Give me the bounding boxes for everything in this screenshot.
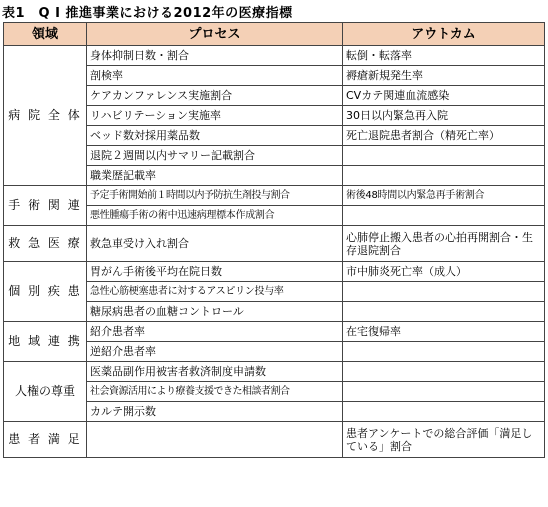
header-area: 領域 <box>4 23 87 46</box>
process-cell: 胃がん手術後平均在院日数 <box>87 262 343 282</box>
process-cell: ケアカンファレンス実施割合 <box>87 86 343 106</box>
outcome-cell <box>343 282 545 302</box>
area-regional-cooperation: 地 域 連 携 <box>4 322 87 362</box>
outcome-cell <box>343 206 545 226</box>
header-row <box>4 23 545 46</box>
table-row <box>4 322 545 342</box>
process-cell: 紹介患者率 <box>87 322 343 342</box>
outcome-cell: 30日以内緊急再入院 <box>343 106 545 126</box>
outcome-cell <box>343 302 545 322</box>
process-cell: 急性心筋梗塞患者に対するアスピリン投与率 <box>87 282 343 302</box>
process-cell: 身体抑制日数・割合 <box>87 46 343 66</box>
process-cell: 逆紹介患者率 <box>87 342 343 362</box>
table-title: 表1 Q I 推進事業における2012年の医療指標 <box>2 6 293 21</box>
area-individual-disease: 個 別 疾 患 <box>4 262 87 322</box>
outcome-cell: CVカテ関連血流感染 <box>343 86 545 106</box>
area-surgery: 手 術 関 連 <box>4 186 87 226</box>
table-row <box>4 226 545 262</box>
indicator-table <box>3 22 545 458</box>
process-cell: 悪性腫瘍手術の術中迅速病理標本作成割合 <box>87 206 343 226</box>
outcome-cell <box>343 382 545 402</box>
area-emergency: 救 急 医 療 <box>4 226 87 262</box>
area-human-rights: 人権の尊重 <box>4 362 87 422</box>
area-patient-satisfaction: 患 者 満 足 <box>4 422 87 458</box>
area-hospital-wide: 病 院 全 体 <box>4 46 87 186</box>
process-cell <box>87 422 343 458</box>
process-cell: 救急車受け入れ割合 <box>87 226 343 262</box>
outcome-cell <box>343 166 545 186</box>
process-cell: ベッド数対採用薬品数 <box>87 126 343 146</box>
process-cell: リハビリテーション実施率 <box>87 106 343 126</box>
outcome-cell <box>343 146 545 166</box>
table-row <box>4 186 545 206</box>
process-cell: 社会資源活用により療養支援できた相談者割合 <box>87 382 343 402</box>
outcome-cell: 在宅復帰率 <box>343 322 545 342</box>
table-row <box>4 362 545 382</box>
outcome-cell: 死亡退院患者割合（精死亡率） <box>343 126 545 146</box>
outcome-cell: 心肺停止搬入患者の心拍再開割合・生存退院割合 <box>343 226 545 262</box>
outcome-cell: 術後48時間以内緊急再手術割合 <box>343 186 545 206</box>
process-cell: 予定手術開始前１時間以内予防抗生剤投与割合 <box>87 186 343 206</box>
header-process: プロセス <box>87 23 343 46</box>
outcome-cell <box>343 342 545 362</box>
outcome-cell: 褥瘡新規発生率 <box>343 66 545 86</box>
outcome-cell: 転倒・転落率 <box>343 46 545 66</box>
outcome-cell <box>343 362 545 382</box>
process-cell: カルテ開示数 <box>87 402 343 422</box>
table-row <box>4 46 545 66</box>
table-row <box>4 262 545 282</box>
process-cell: 退院２週間以内サマリー記載割合 <box>87 146 343 166</box>
process-cell: 職業歴記載率 <box>87 166 343 186</box>
process-cell: 医薬品副作用被害者救済制度申請数 <box>87 362 343 382</box>
outcome-cell: 患者アンケートでの総合評価「満足している」割合 <box>343 422 545 458</box>
process-cell: 糖尿病患者の血糖コントロール <box>87 302 343 322</box>
header-outcome: アウトカム <box>343 23 545 46</box>
outcome-cell: 市中肺炎死亡率（成人） <box>343 262 545 282</box>
process-cell: 剖検率 <box>87 66 343 86</box>
outcome-cell <box>343 402 545 422</box>
table-row <box>4 422 545 458</box>
